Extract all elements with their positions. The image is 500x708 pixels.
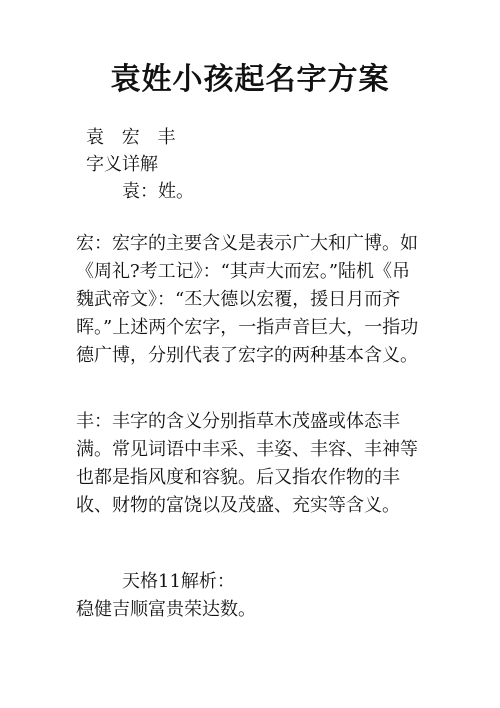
document-title: 袁姓小孩起名字方案	[110, 62, 390, 97]
tiange-heading: 天格11解析：	[122, 571, 235, 592]
name-characters: 袁 宏 丰	[86, 127, 182, 148]
meaning-heading: 字义详解	[86, 154, 158, 175]
paragraph-hong: 宏：宏字的主要含义是表示广大和广博。如《周礼?考工记》：“其声大而宏。”陆机《吊魏武帝文》：“丕大德以宏覆，援日月而齐晖。”上述两个宏字，一指声音巨大，一指功德广博，分别代表了宏字的两种基本含义。	[76, 233, 419, 366]
tiange-text: 稳健吉顺富贵荣达数。	[76, 599, 256, 620]
paragraph-feng: 丰：丰字的含义分别指草木茂盛或体态丰满。常见词语中丰采、丰姿、丰容、丰神等也都是指风度和容貌。后又指农作物的丰收、财物的富饶以及茂盛、充实等含义。	[76, 411, 418, 516]
surname-explanation: 袁：姓。	[122, 181, 194, 202]
